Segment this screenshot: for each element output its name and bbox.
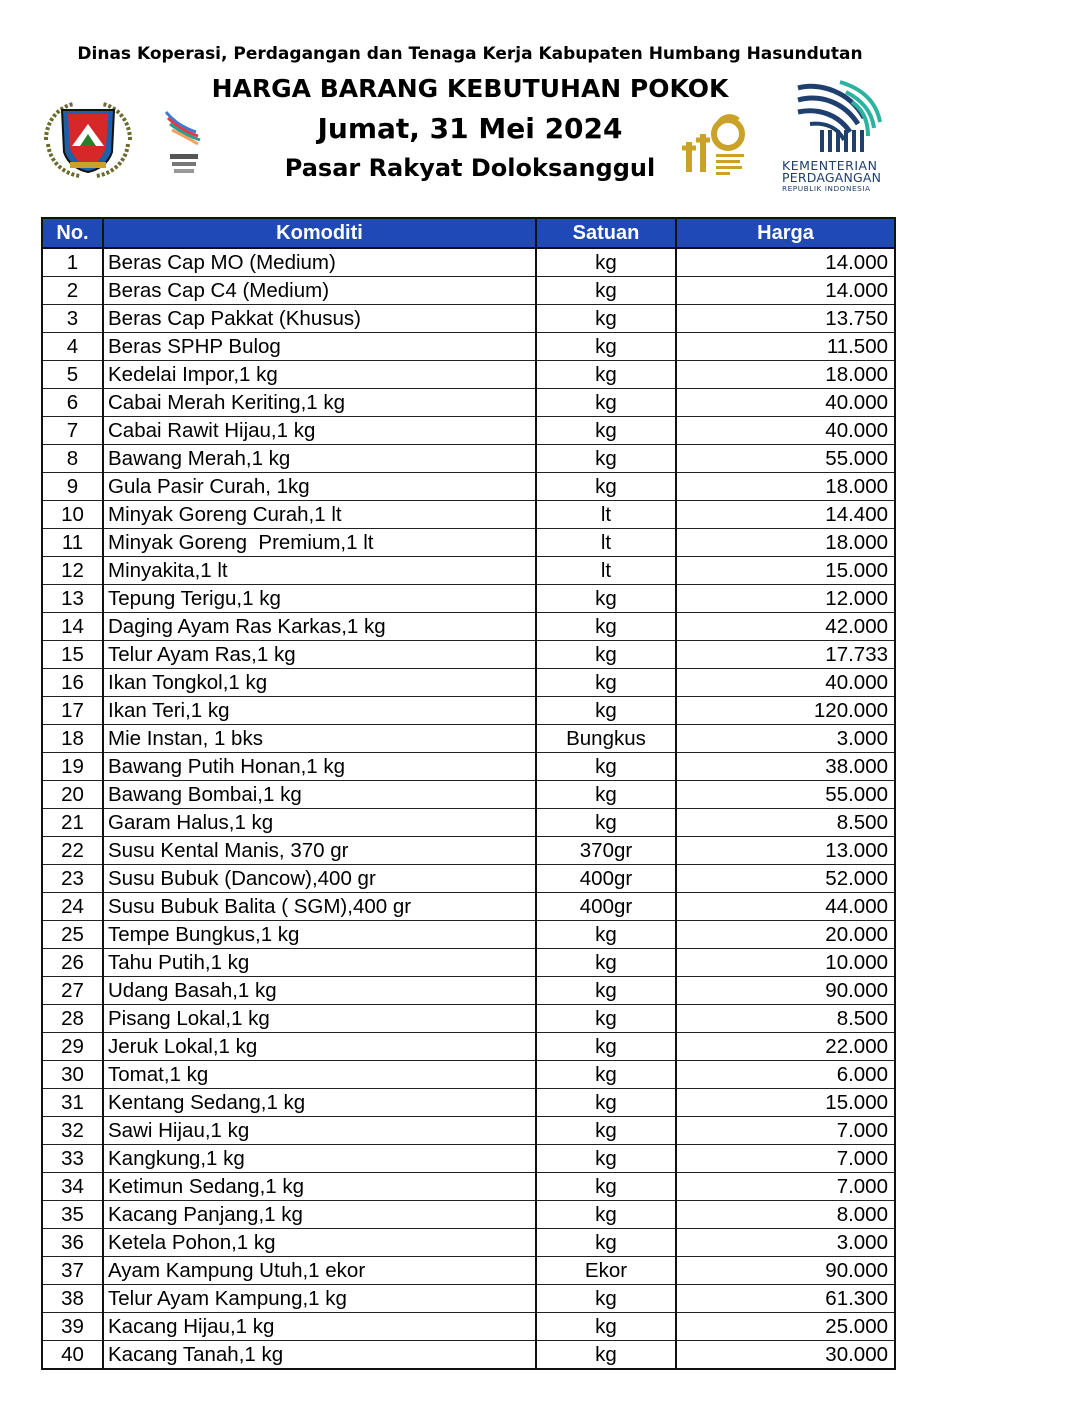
column-header-satuan: Satuan — [536, 218, 676, 248]
cell-satuan: lt — [536, 501, 676, 529]
cell-harga: 44.000 — [676, 893, 895, 921]
cell-harga: 14.400 — [676, 501, 895, 529]
table-row — [42, 277, 895, 305]
cell-komoditi: Minyak Goreng Curah,1 lt — [103, 501, 536, 529]
cell-harga: 14.000 — [676, 248, 895, 277]
cell-komoditi: Ayam Kampung Utuh,1 ekor — [103, 1257, 536, 1285]
cell-harga: 8.500 — [676, 809, 895, 837]
cell-harga: 6.000 — [676, 1061, 895, 1089]
page-title: HARGA BARANG KEBUTUHAN POKOK — [211, 74, 729, 103]
cell-satuan: kg — [536, 1005, 676, 1033]
cell-no: 29 — [42, 1033, 103, 1061]
table-row — [42, 333, 895, 361]
cell-harga: 30.000 — [676, 1341, 895, 1370]
cell-komoditi: Beras SPHP Bulog — [103, 333, 536, 361]
table-row — [42, 361, 895, 389]
cell-harga: 7.000 — [676, 1173, 895, 1201]
cell-no: 25 — [42, 921, 103, 949]
cell-harga: 13.750 — [676, 305, 895, 333]
cell-satuan: kg — [536, 1117, 676, 1145]
cell-harga: 11.500 — [676, 333, 895, 361]
cell-satuan: kg — [536, 1033, 676, 1061]
cell-no: 23 — [42, 865, 103, 893]
table-row — [42, 669, 895, 697]
cell-satuan: kg — [536, 697, 676, 725]
table-row — [42, 809, 895, 837]
table-row — [42, 1145, 895, 1173]
cell-no: 3 — [42, 305, 103, 333]
table-row — [42, 781, 895, 809]
cell-komoditi: Jeruk Lokal,1 kg — [103, 1033, 536, 1061]
cell-harga: 20.000 — [676, 921, 895, 949]
table-row — [42, 1285, 895, 1313]
table-row — [42, 1061, 895, 1089]
cell-no: 39 — [42, 1313, 103, 1341]
cell-no: 24 — [42, 893, 103, 921]
ministry-text-line-1: KEMENTERIAN — [782, 158, 878, 173]
table-row — [42, 1313, 895, 1341]
table-row — [42, 305, 895, 333]
cell-satuan: kg — [536, 333, 676, 361]
cell-no: 6 — [42, 389, 103, 417]
table-row — [42, 753, 895, 781]
cell-satuan: kg — [536, 753, 676, 781]
cell-no: 9 — [42, 473, 103, 501]
table-row — [42, 1257, 895, 1285]
cell-satuan: kg — [536, 1089, 676, 1117]
cell-harga: 40.000 — [676, 417, 895, 445]
cell-no: 18 — [42, 725, 103, 753]
cell-harga: 15.000 — [676, 1089, 895, 1117]
cell-komoditi: Minyak Goreng Premium,1 lt — [103, 529, 536, 557]
cell-komoditi: Cabai Merah Keriting,1 kg — [103, 389, 536, 417]
table-row — [42, 248, 895, 277]
event-logo-icon — [160, 104, 206, 180]
cell-komoditi: Bawang Putih Honan,1 kg — [103, 753, 536, 781]
cell-no: 2 — [42, 277, 103, 305]
cell-satuan: kg — [536, 1229, 676, 1257]
cell-satuan: lt — [536, 557, 676, 585]
cell-komoditi: Tahu Putih,1 kg — [103, 949, 536, 977]
cell-harga: 15.000 — [676, 557, 895, 585]
cell-harga: 7.000 — [676, 1117, 895, 1145]
cell-satuan: kg — [536, 473, 676, 501]
ministry-text-line-3: REPUBLIK INDONESIA — [782, 184, 871, 193]
cell-harga: 17.733 — [676, 641, 895, 669]
cell-satuan: kg — [536, 417, 676, 445]
cell-satuan: kg — [536, 977, 676, 1005]
cell-no: 27 — [42, 977, 103, 1005]
cell-satuan: kg — [536, 1313, 676, 1341]
cell-komoditi: Daging Ayam Ras Karkas,1 kg — [103, 613, 536, 641]
cell-harga: 12.000 — [676, 585, 895, 613]
table-row — [42, 389, 895, 417]
cell-satuan: kg — [536, 277, 676, 305]
cell-satuan: kg — [536, 1145, 676, 1173]
cell-harga: 52.000 — [676, 865, 895, 893]
cell-harga: 38.000 — [676, 753, 895, 781]
cell-no: 15 — [42, 641, 103, 669]
cell-harga: 40.000 — [676, 669, 895, 697]
table-row — [42, 1229, 895, 1257]
cell-harga: 7.000 — [676, 1145, 895, 1173]
table-row — [42, 417, 895, 445]
cell-harga: 25.000 — [676, 1313, 895, 1341]
cell-no: 20 — [42, 781, 103, 809]
cell-komoditi: Ikan Teri,1 kg — [103, 697, 536, 725]
table-row — [42, 1089, 895, 1117]
cell-satuan: kg — [536, 669, 676, 697]
cell-no: 19 — [42, 753, 103, 781]
cell-no: 26 — [42, 949, 103, 977]
cell-komoditi: Cabai Rawit Hijau,1 kg — [103, 417, 536, 445]
cell-satuan: kg — [536, 921, 676, 949]
cell-harga: 55.000 — [676, 445, 895, 473]
cell-harga: 61.300 — [676, 1285, 895, 1313]
cell-satuan: Ekor — [536, 1257, 676, 1285]
table-row — [42, 585, 895, 613]
cell-satuan: kg — [536, 305, 676, 333]
cell-komoditi: Ketela Pohon,1 kg — [103, 1229, 536, 1257]
table-row — [42, 893, 895, 921]
cell-harga: 14.000 — [676, 277, 895, 305]
cell-harga: 8.500 — [676, 1005, 895, 1033]
cell-no: 21 — [42, 809, 103, 837]
kabupaten-emblem-icon — [40, 100, 136, 180]
table-row — [42, 473, 895, 501]
ministry-logo-text — [782, 160, 902, 194]
table-row — [42, 697, 895, 725]
cell-komoditi: Susu Kental Manis, 370 gr — [103, 837, 536, 865]
table-row — [42, 1201, 895, 1229]
cell-komoditi: Beras Cap Pakkat (Khusus) — [103, 305, 536, 333]
cell-satuan: kg — [536, 781, 676, 809]
column-header-komoditi: Komoditi — [103, 218, 536, 248]
cell-no: 33 — [42, 1145, 103, 1173]
cell-no: 16 — [42, 669, 103, 697]
table-row — [42, 1173, 895, 1201]
cell-komoditi: Mie Instan, 1 bks — [103, 725, 536, 753]
price-table — [41, 217, 896, 1370]
cell-no: 35 — [42, 1201, 103, 1229]
cell-satuan: kg — [536, 1201, 676, 1229]
cell-harga: 8.000 — [676, 1201, 895, 1229]
cell-no: 1 — [42, 248, 103, 277]
cell-no: 14 — [42, 613, 103, 641]
cell-no: 30 — [42, 1061, 103, 1089]
cell-satuan: kg — [536, 1173, 676, 1201]
116-anniversary-logo-icon — [682, 112, 752, 182]
cell-harga: 13.000 — [676, 837, 895, 865]
cell-satuan: kg — [536, 613, 676, 641]
column-header-no: No. — [42, 218, 103, 248]
cell-no: 32 — [42, 1117, 103, 1145]
cell-komoditi: Tepung Terigu,1 kg — [103, 585, 536, 613]
cell-no: 8 — [42, 445, 103, 473]
cell-komoditi: Kangkung,1 kg — [103, 1145, 536, 1173]
ministry-text-line-2: PERDAGANGAN — [782, 170, 882, 185]
table-row — [42, 1341, 895, 1370]
cell-satuan: kg — [536, 1341, 676, 1370]
cell-satuan: 370gr — [536, 837, 676, 865]
cell-no: 4 — [42, 333, 103, 361]
cell-satuan: 400gr — [536, 865, 676, 893]
cell-satuan: 400gr — [536, 893, 676, 921]
cell-no: 10 — [42, 501, 103, 529]
cell-no: 31 — [42, 1089, 103, 1117]
cell-komoditi: Tempe Bungkus,1 kg — [103, 921, 536, 949]
cell-no: 11 — [42, 529, 103, 557]
cell-harga: 3.000 — [676, 725, 895, 753]
cell-harga: 10.000 — [676, 949, 895, 977]
cell-satuan: Bungkus — [536, 725, 676, 753]
cell-satuan: kg — [536, 585, 676, 613]
organization-name: Dinas Koperasi, Perdagangan dan Tenaga Kerja Kabupaten Humbang Hasundutan — [77, 44, 863, 64]
cell-no: 40 — [42, 1341, 103, 1370]
cell-harga: 18.000 — [676, 473, 895, 501]
cell-satuan: kg — [536, 1061, 676, 1089]
cell-no: 17 — [42, 697, 103, 725]
price-table-body — [42, 248, 895, 1369]
cell-komoditi: Susu Bubuk (Dancow),400 gr — [103, 865, 536, 893]
cell-komoditi: Beras Cap C4 (Medium) — [103, 277, 536, 305]
cell-komoditi: Kentang Sedang,1 kg — [103, 1089, 536, 1117]
cell-komoditi: Bawang Merah,1 kg — [103, 445, 536, 473]
cell-komoditi: Pisang Lokal,1 kg — [103, 1005, 536, 1033]
cell-komoditi: Gula Pasir Curah, 1kg — [103, 473, 536, 501]
cell-komoditi: Udang Basah,1 kg — [103, 977, 536, 1005]
table-row — [42, 445, 895, 473]
cell-no: 5 — [42, 361, 103, 389]
cell-no: 37 — [42, 1257, 103, 1285]
cell-no: 22 — [42, 837, 103, 865]
table-row — [42, 921, 895, 949]
cell-komoditi: Kacang Panjang,1 kg — [103, 1201, 536, 1229]
table-row — [42, 501, 895, 529]
cell-no: 12 — [42, 557, 103, 585]
cell-harga: 90.000 — [676, 977, 895, 1005]
cell-satuan: kg — [536, 445, 676, 473]
cell-satuan: kg — [536, 949, 676, 977]
column-header-harga: Harga — [676, 218, 895, 248]
table-header-row — [42, 218, 895, 248]
table-row — [42, 529, 895, 557]
cell-komoditi: Telur Ayam Ras,1 kg — [103, 641, 536, 669]
cell-harga: 3.000 — [676, 1229, 895, 1257]
cell-komoditi: Tomat,1 kg — [103, 1061, 536, 1089]
market-name: Pasar Rakyat Doloksanggul — [284, 154, 656, 182]
cell-no: 28 — [42, 1005, 103, 1033]
cell-satuan: kg — [536, 389, 676, 417]
cell-komoditi: Kacang Hijau,1 kg — [103, 1313, 536, 1341]
cell-satuan: lt — [536, 529, 676, 557]
cell-komoditi: Ketimun Sedang,1 kg — [103, 1173, 536, 1201]
table-row — [42, 1005, 895, 1033]
cell-satuan: kg — [536, 248, 676, 277]
cell-komoditi: Susu Bubuk Balita ( SGM),400 gr — [103, 893, 536, 921]
cell-komoditi: Ikan Tongkol,1 kg — [103, 669, 536, 697]
cell-harga: 22.000 — [676, 1033, 895, 1061]
table-row — [42, 613, 895, 641]
cell-komoditi: Kacang Tanah,1 kg — [103, 1341, 536, 1370]
cell-komoditi: Garam Halus,1 kg — [103, 809, 536, 837]
cell-harga: 42.000 — [676, 613, 895, 641]
cell-no: 38 — [42, 1285, 103, 1313]
cell-satuan: kg — [536, 809, 676, 837]
cell-satuan: kg — [536, 1285, 676, 1313]
table-row — [42, 557, 895, 585]
table-row — [42, 725, 895, 753]
table-row — [42, 865, 895, 893]
cell-komoditi: Sawi Hijau,1 kg — [103, 1117, 536, 1145]
cell-no: 13 — [42, 585, 103, 613]
cell-komoditi: Telur Ayam Kampung,1 kg — [103, 1285, 536, 1313]
table-row — [42, 949, 895, 977]
table-row — [42, 1117, 895, 1145]
table-row — [42, 837, 895, 865]
cell-harga: 55.000 — [676, 781, 895, 809]
table-row — [42, 977, 895, 1005]
cell-komoditi: Kedelai Impor,1 kg — [103, 361, 536, 389]
cell-harga: 90.000 — [676, 1257, 895, 1285]
cell-satuan: kg — [536, 641, 676, 669]
report-date: Jumat, 31 Mei 2024 — [317, 112, 623, 145]
table-row — [42, 641, 895, 669]
cell-no: 36 — [42, 1229, 103, 1257]
cell-komoditi: Beras Cap MO (Medium) — [103, 248, 536, 277]
cell-komoditi: Minyakita,1 lt — [103, 557, 536, 585]
cell-harga: 40.000 — [676, 389, 895, 417]
cell-harga: 120.000 — [676, 697, 895, 725]
cell-no: 7 — [42, 417, 103, 445]
table-row — [42, 1033, 895, 1061]
cell-harga: 18.000 — [676, 361, 895, 389]
cell-harga: 18.000 — [676, 529, 895, 557]
cell-no: 34 — [42, 1173, 103, 1201]
cell-komoditi: Bawang Bombai,1 kg — [103, 781, 536, 809]
cell-satuan: kg — [536, 361, 676, 389]
